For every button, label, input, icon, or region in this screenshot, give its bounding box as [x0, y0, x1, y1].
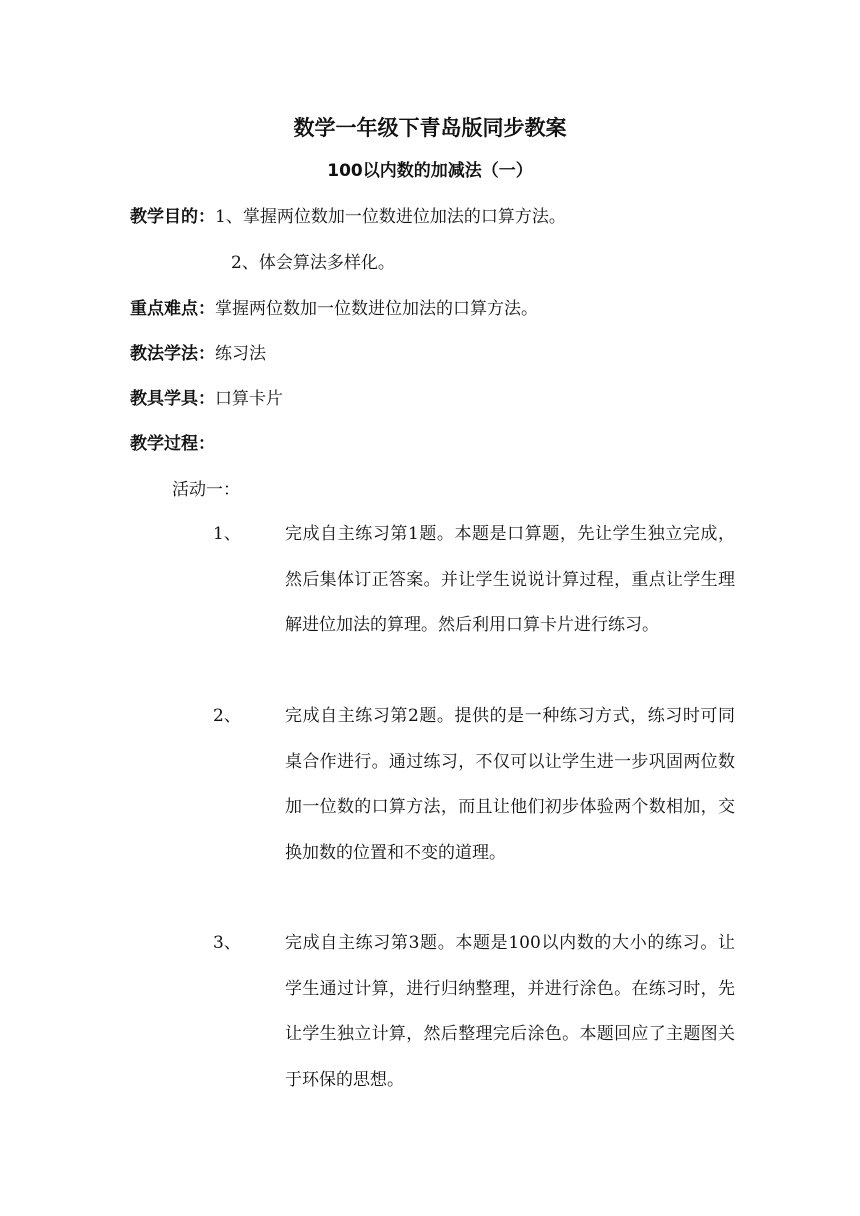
goals-item-1: 1、掌握两位数加一位数进位加法的口算方法。 — [215, 207, 566, 227]
process-line — [130, 429, 215, 459]
methods-line — [130, 339, 266, 369]
goals-label: 教学目的： — [130, 207, 215, 227]
key-points-label: 重点难点： — [130, 299, 215, 319]
step-number: 2、 — [213, 706, 241, 726]
step-text: 完成自主练习第3题。本题是100以内数的大小的练习。让学生通过计算，进行归纳整理，并进行涂色。在练习时，先让学生独立计算，然后整理完后涂色。本题回应了主题图关于环保的思想。 — [285, 933, 735, 1090]
step-text: 完成自主练习第1题。本题是口算题，先让学生独立完成，然后集体订正答案。并让学生说说计算过程，重点让学生理解进位加法的算理。然后利用口算卡片进行练习。 — [285, 524, 735, 635]
document-subtitle: 100以内数的加减法（一） — [327, 161, 533, 181]
step-text: 完成自主练习第2题。提供的是一种练习方式，练习时可同桌合作进行。通过练习，不仅可以让学生进一步巩固两位数加一位数的口算方法，而且让他们初步体验两个数相加，交换加数的位置和不变的道理。 — [285, 706, 735, 863]
tools-label: 教具学具： — [130, 389, 215, 409]
step-number: 1、 — [213, 524, 241, 544]
activity-heading: 活动一： — [172, 480, 240, 500]
goals-item-2: 2、体会算法多样化。 — [231, 253, 395, 273]
key-points-text: 掌握两位数加一位数进位加法的口算方法。 — [215, 299, 538, 319]
methods-label: 教法学法： — [130, 344, 215, 364]
process-label: 教学过程： — [130, 434, 215, 454]
key-points-line — [130, 294, 538, 324]
step-number: 3、 — [213, 933, 241, 953]
goals-line — [130, 202, 566, 232]
tools-line — [130, 384, 283, 414]
tools-text: 口算卡片 — [215, 389, 283, 409]
methods-text: 练习法 — [215, 344, 266, 364]
document-title: 数学一年级下青岛版同步教案 — [293, 116, 567, 140]
